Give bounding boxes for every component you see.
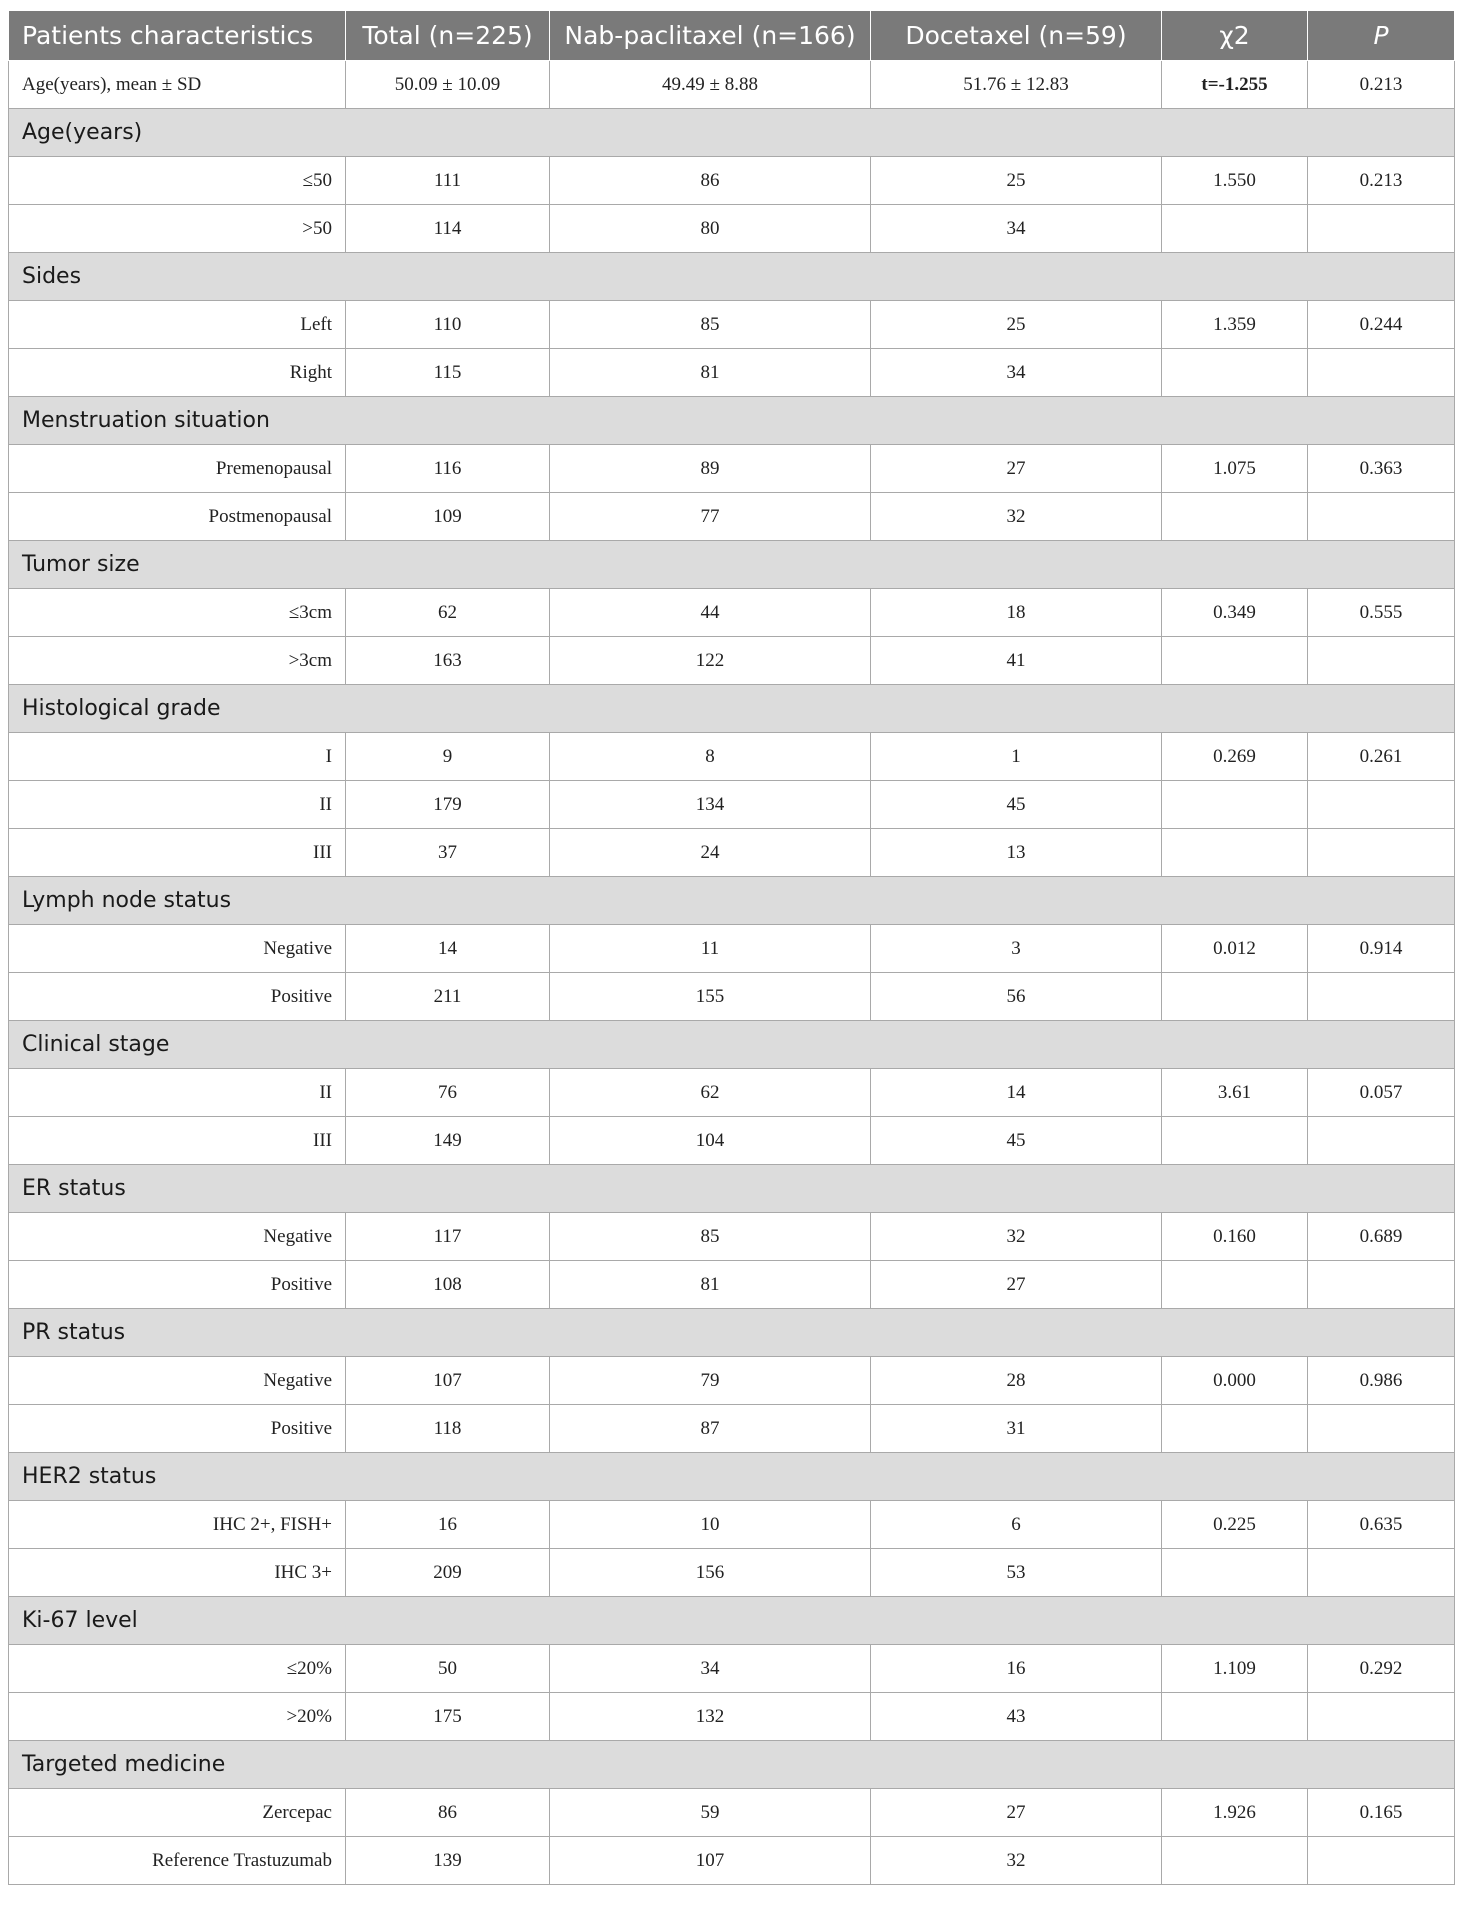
cell-statistic: 1.926 bbox=[1162, 1789, 1308, 1837]
cell-nab-paclitaxel: 59 bbox=[550, 1789, 871, 1837]
section-title: Tumor size bbox=[9, 541, 1455, 589]
cell-nab-paclitaxel: 85 bbox=[550, 301, 871, 349]
table-row bbox=[9, 445, 1455, 493]
table-row bbox=[9, 1405, 1455, 1453]
row-label: Positive bbox=[9, 1405, 346, 1453]
section-title: Sides bbox=[9, 253, 1455, 301]
cell-docetaxel: 53 bbox=[871, 1549, 1162, 1597]
row-label: I bbox=[9, 733, 346, 781]
header-total: Total (n=225) bbox=[346, 11, 550, 61]
section-title: Targeted medicine bbox=[9, 1741, 1455, 1789]
cell-nab-paclitaxel: 24 bbox=[550, 829, 871, 877]
cell-total: 76 bbox=[346, 1069, 550, 1117]
cell-p-value bbox=[1308, 637, 1455, 685]
cell-docetaxel: 27 bbox=[871, 1261, 1162, 1309]
cell-docetaxel: 34 bbox=[871, 205, 1162, 253]
cell-p-value bbox=[1308, 205, 1455, 253]
row-label: Reference Trastuzumab bbox=[9, 1837, 346, 1885]
table-row bbox=[9, 157, 1455, 205]
cell-docetaxel: 56 bbox=[871, 973, 1162, 1021]
row-label: Negative bbox=[9, 1213, 346, 1261]
table-row bbox=[9, 829, 1455, 877]
table-row bbox=[9, 1693, 1455, 1741]
cell-p-value: 0.555 bbox=[1308, 589, 1455, 637]
header-chi-square: χ2 bbox=[1162, 11, 1308, 61]
cell-p-value: 0.292 bbox=[1308, 1645, 1455, 1693]
row-label: >20% bbox=[9, 1693, 346, 1741]
table-row bbox=[9, 1645, 1455, 1693]
row-label: Age(years), mean ± SD bbox=[9, 61, 346, 109]
cell-docetaxel: 45 bbox=[871, 781, 1162, 829]
cell-docetaxel: 14 bbox=[871, 1069, 1162, 1117]
age-mean-row bbox=[9, 61, 1455, 109]
cell-nab-paclitaxel: 44 bbox=[550, 589, 871, 637]
cell-nab-paclitaxel: 62 bbox=[550, 1069, 871, 1117]
table-row bbox=[9, 589, 1455, 637]
cell-p-value: 0.165 bbox=[1308, 1789, 1455, 1837]
header-row bbox=[9, 11, 1455, 61]
cell-docetaxel: 51.76 ± 12.83 bbox=[871, 61, 1162, 109]
cell-nab-paclitaxel: 122 bbox=[550, 637, 871, 685]
table-row bbox=[9, 1501, 1455, 1549]
section-header-row bbox=[9, 1741, 1455, 1789]
cell-docetaxel: 27 bbox=[871, 445, 1162, 493]
cell-p-value bbox=[1308, 781, 1455, 829]
cell-docetaxel: 16 bbox=[871, 1645, 1162, 1693]
cell-docetaxel: 32 bbox=[871, 1213, 1162, 1261]
cell-nab-paclitaxel: 81 bbox=[550, 349, 871, 397]
table-row bbox=[9, 781, 1455, 829]
table-row bbox=[9, 1117, 1455, 1165]
cell-nab-paclitaxel: 10 bbox=[550, 1501, 871, 1549]
cell-total: 50.09 ± 10.09 bbox=[346, 61, 550, 109]
cell-docetaxel: 27 bbox=[871, 1789, 1162, 1837]
cell-p-value: 0.363 bbox=[1308, 445, 1455, 493]
cell-p-value bbox=[1308, 1549, 1455, 1597]
cell-statistic bbox=[1162, 1117, 1308, 1165]
table-row bbox=[9, 637, 1455, 685]
cell-p-value: 0.635 bbox=[1308, 1501, 1455, 1549]
cell-statistic bbox=[1162, 205, 1308, 253]
cell-docetaxel: 32 bbox=[871, 1837, 1162, 1885]
cell-total: 179 bbox=[346, 781, 550, 829]
section-header-row bbox=[9, 109, 1455, 157]
cell-p-value bbox=[1308, 493, 1455, 541]
section-title: Ki-67 level bbox=[9, 1597, 1455, 1645]
cell-total: 50 bbox=[346, 1645, 550, 1693]
section-title: Lymph node status bbox=[9, 877, 1455, 925]
cell-nab-paclitaxel: 79 bbox=[550, 1357, 871, 1405]
cell-total: 139 bbox=[346, 1837, 550, 1885]
cell-total: 9 bbox=[346, 733, 550, 781]
cell-statistic: t=-1.255 bbox=[1162, 61, 1308, 109]
row-label: Positive bbox=[9, 1261, 346, 1309]
table-row bbox=[9, 1213, 1455, 1261]
cell-nab-paclitaxel: 107 bbox=[550, 1837, 871, 1885]
row-label: Negative bbox=[9, 925, 346, 973]
cell-statistic: 0.225 bbox=[1162, 1501, 1308, 1549]
cell-statistic bbox=[1162, 493, 1308, 541]
section-header-row bbox=[9, 1453, 1455, 1501]
section-header-row bbox=[9, 1021, 1455, 1069]
section-title: Clinical stage bbox=[9, 1021, 1455, 1069]
cell-p-value bbox=[1308, 1261, 1455, 1309]
cell-statistic bbox=[1162, 1693, 1308, 1741]
table-row bbox=[9, 1549, 1455, 1597]
cell-total: 14 bbox=[346, 925, 550, 973]
cell-docetaxel: 13 bbox=[871, 829, 1162, 877]
cell-p-value: 0.914 bbox=[1308, 925, 1455, 973]
cell-p-value bbox=[1308, 829, 1455, 877]
cell-total: 163 bbox=[346, 637, 550, 685]
cell-docetaxel: 3 bbox=[871, 925, 1162, 973]
cell-p-value: 0.689 bbox=[1308, 1213, 1455, 1261]
cell-nab-paclitaxel: 85 bbox=[550, 1213, 871, 1261]
cell-nab-paclitaxel: 8 bbox=[550, 733, 871, 781]
cell-total: 86 bbox=[346, 1789, 550, 1837]
cell-p-value: 0.244 bbox=[1308, 301, 1455, 349]
section-title: ER status bbox=[9, 1165, 1455, 1213]
cell-total: 149 bbox=[346, 1117, 550, 1165]
cell-total: 109 bbox=[346, 493, 550, 541]
header-characteristics: Patients characteristics bbox=[9, 11, 346, 61]
cell-nab-paclitaxel: 80 bbox=[550, 205, 871, 253]
cell-nab-paclitaxel: 81 bbox=[550, 1261, 871, 1309]
header-nab-paclitaxel: Nab-paclitaxel (n=166) bbox=[550, 11, 871, 61]
cell-total: 175 bbox=[346, 1693, 550, 1741]
row-label: Positive bbox=[9, 973, 346, 1021]
cell-p-value bbox=[1308, 1405, 1455, 1453]
row-label: >50 bbox=[9, 205, 346, 253]
cell-nab-paclitaxel: 34 bbox=[550, 1645, 871, 1693]
table-row bbox=[9, 1261, 1455, 1309]
cell-statistic: 0.349 bbox=[1162, 589, 1308, 637]
cell-nab-paclitaxel: 89 bbox=[550, 445, 871, 493]
cell-p-value bbox=[1308, 1837, 1455, 1885]
section-header-row bbox=[9, 685, 1455, 733]
row-label: II bbox=[9, 1069, 346, 1117]
cell-statistic bbox=[1162, 637, 1308, 685]
table-body bbox=[9, 61, 1455, 1885]
cell-nab-paclitaxel: 104 bbox=[550, 1117, 871, 1165]
section-header-row bbox=[9, 877, 1455, 925]
cell-p-value bbox=[1308, 349, 1455, 397]
section-header-row bbox=[9, 253, 1455, 301]
cell-p-value: 0.213 bbox=[1308, 61, 1455, 109]
row-label: Negative bbox=[9, 1357, 346, 1405]
cell-nab-paclitaxel: 11 bbox=[550, 925, 871, 973]
cell-total: 117 bbox=[346, 1213, 550, 1261]
cell-total: 16 bbox=[346, 1501, 550, 1549]
cell-total: 115 bbox=[346, 349, 550, 397]
cell-p-value: 0.057 bbox=[1308, 1069, 1455, 1117]
row-label: ≤50 bbox=[9, 157, 346, 205]
cell-statistic: 1.109 bbox=[1162, 1645, 1308, 1693]
cell-statistic: 1.359 bbox=[1162, 301, 1308, 349]
table-row bbox=[9, 1789, 1455, 1837]
section-header-row bbox=[9, 1597, 1455, 1645]
row-label: II bbox=[9, 781, 346, 829]
row-label: IHC 2+, FISH+ bbox=[9, 1501, 346, 1549]
cell-statistic bbox=[1162, 973, 1308, 1021]
row-label: Premenopausal bbox=[9, 445, 346, 493]
characteristics-table-container bbox=[8, 10, 1454, 1885]
cell-statistic: 3.61 bbox=[1162, 1069, 1308, 1117]
cell-docetaxel: 25 bbox=[871, 157, 1162, 205]
table-row bbox=[9, 925, 1455, 973]
cell-docetaxel: 1 bbox=[871, 733, 1162, 781]
cell-nab-paclitaxel: 155 bbox=[550, 973, 871, 1021]
table-row bbox=[9, 973, 1455, 1021]
cell-statistic bbox=[1162, 1549, 1308, 1597]
cell-total: 108 bbox=[346, 1261, 550, 1309]
cell-p-value bbox=[1308, 973, 1455, 1021]
header-p-value: P bbox=[1308, 11, 1455, 61]
cell-statistic bbox=[1162, 829, 1308, 877]
table-row bbox=[9, 1069, 1455, 1117]
section-header-row bbox=[9, 1309, 1455, 1357]
cell-total: 118 bbox=[346, 1405, 550, 1453]
cell-nab-paclitaxel: 134 bbox=[550, 781, 871, 829]
cell-nab-paclitaxel: 49.49 ± 8.88 bbox=[550, 61, 871, 109]
cell-statistic: 1.075 bbox=[1162, 445, 1308, 493]
cell-statistic: 1.550 bbox=[1162, 157, 1308, 205]
cell-total: 116 bbox=[346, 445, 550, 493]
cell-statistic: 0.160 bbox=[1162, 1213, 1308, 1261]
row-label: Right bbox=[9, 349, 346, 397]
row-label: IHC 3+ bbox=[9, 1549, 346, 1597]
row-label: Zercepac bbox=[9, 1789, 346, 1837]
cell-statistic bbox=[1162, 1837, 1308, 1885]
table-row bbox=[9, 301, 1455, 349]
cell-docetaxel: 32 bbox=[871, 493, 1162, 541]
cell-statistic: 0.012 bbox=[1162, 925, 1308, 973]
cell-docetaxel: 34 bbox=[871, 349, 1162, 397]
section-header-row bbox=[9, 1165, 1455, 1213]
section-header-row bbox=[9, 397, 1455, 445]
cell-docetaxel: 41 bbox=[871, 637, 1162, 685]
cell-docetaxel: 43 bbox=[871, 1693, 1162, 1741]
cell-statistic bbox=[1162, 781, 1308, 829]
cell-docetaxel: 31 bbox=[871, 1405, 1162, 1453]
table-row bbox=[9, 205, 1455, 253]
cell-nab-paclitaxel: 86 bbox=[550, 157, 871, 205]
section-title: HER2 status bbox=[9, 1453, 1455, 1501]
cell-p-value: 0.213 bbox=[1308, 157, 1455, 205]
cell-statistic bbox=[1162, 1405, 1308, 1453]
cell-total: 107 bbox=[346, 1357, 550, 1405]
table-row bbox=[9, 733, 1455, 781]
cell-p-value: 0.986 bbox=[1308, 1357, 1455, 1405]
row-label: Left bbox=[9, 301, 346, 349]
cell-total: 111 bbox=[346, 157, 550, 205]
row-label: III bbox=[9, 1117, 346, 1165]
table-row bbox=[9, 493, 1455, 541]
cell-docetaxel: 18 bbox=[871, 589, 1162, 637]
section-title: Histological grade bbox=[9, 685, 1455, 733]
cell-total: 211 bbox=[346, 973, 550, 1021]
cell-p-value bbox=[1308, 1693, 1455, 1741]
section-title: Age(years) bbox=[9, 109, 1455, 157]
cell-nab-paclitaxel: 156 bbox=[550, 1549, 871, 1597]
cell-statistic: 0.000 bbox=[1162, 1357, 1308, 1405]
section-title: Menstruation situation bbox=[9, 397, 1455, 445]
header-docetaxel: Docetaxel (n=59) bbox=[871, 11, 1162, 61]
row-label: ≤3cm bbox=[9, 589, 346, 637]
patient-characteristics-table bbox=[8, 10, 1455, 1885]
cell-nab-paclitaxel: 132 bbox=[550, 1693, 871, 1741]
table-row bbox=[9, 1357, 1455, 1405]
cell-docetaxel: 28 bbox=[871, 1357, 1162, 1405]
cell-nab-paclitaxel: 87 bbox=[550, 1405, 871, 1453]
cell-statistic: 0.269 bbox=[1162, 733, 1308, 781]
cell-docetaxel: 45 bbox=[871, 1117, 1162, 1165]
cell-total: 62 bbox=[346, 589, 550, 637]
cell-docetaxel: 6 bbox=[871, 1501, 1162, 1549]
section-header-row bbox=[9, 541, 1455, 589]
cell-p-value: 0.261 bbox=[1308, 733, 1455, 781]
table-row bbox=[9, 1837, 1455, 1885]
row-label: Postmenopausal bbox=[9, 493, 346, 541]
table-row bbox=[9, 349, 1455, 397]
cell-statistic bbox=[1162, 1261, 1308, 1309]
cell-total: 209 bbox=[346, 1549, 550, 1597]
row-label: III bbox=[9, 829, 346, 877]
cell-p-value bbox=[1308, 1117, 1455, 1165]
section-title: PR status bbox=[9, 1309, 1455, 1357]
cell-docetaxel: 25 bbox=[871, 301, 1162, 349]
cell-total: 37 bbox=[346, 829, 550, 877]
cell-statistic bbox=[1162, 349, 1308, 397]
cell-nab-paclitaxel: 77 bbox=[550, 493, 871, 541]
row-label: ≤20% bbox=[9, 1645, 346, 1693]
row-label: >3cm bbox=[9, 637, 346, 685]
cell-total: 110 bbox=[346, 301, 550, 349]
cell-total: 114 bbox=[346, 205, 550, 253]
